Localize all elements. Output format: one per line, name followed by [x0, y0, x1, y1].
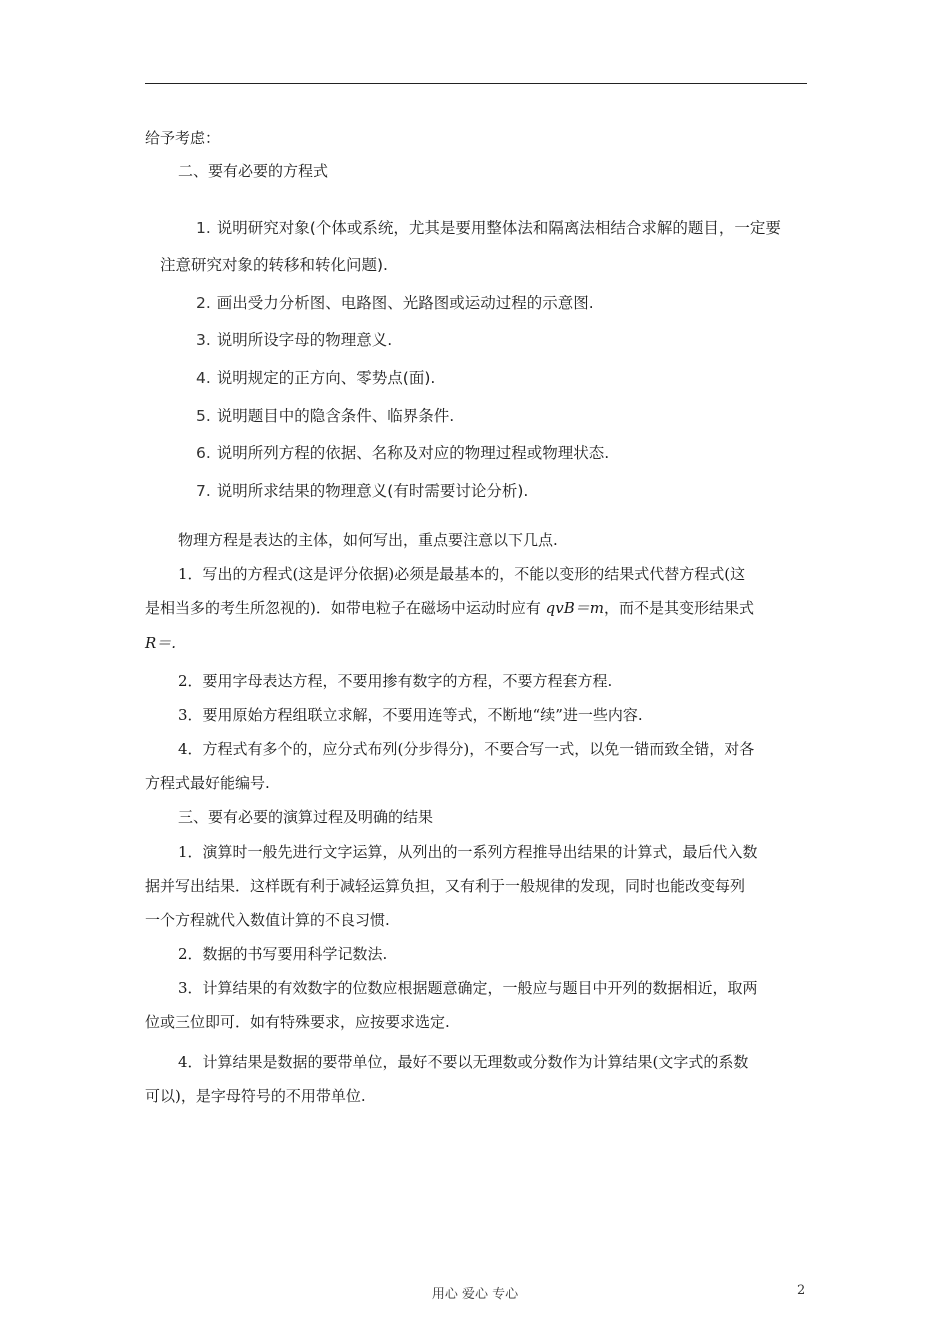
p1-text-a: 是相当多的考生所忽视的)．如带电粒子在磁场中运动时应有 — [145, 599, 546, 617]
list-text: 说明研究对象(个体或系统，尤其是要用整体法和隔离法相结合求解的题目，一定要 — [216, 219, 781, 237]
list-item-7 — [196, 480, 528, 502]
list-text: 说明所设字母的物理意义. — [216, 331, 393, 349]
list-num: 1. — [196, 219, 211, 237]
section3-p1-line1: 1．演算时一般先进行文字运算，从列出的一系列方程推导出结果的计算式，最后代入数 — [178, 843, 758, 861]
section3-p3-line2: 位或三位即可．如有特殊要求，应按要求选定. — [145, 1013, 450, 1031]
page-number: 2 — [797, 1283, 806, 1298]
page-footer: 用心 爱心 专心 — [431, 1287, 519, 1302]
section3-heading: 三、要有必要的演算过程及明确的结果 — [178, 808, 434, 826]
list-num: 2. — [196, 294, 211, 312]
list-item-6 — [196, 442, 609, 464]
header-rule — [145, 83, 807, 84]
section3-p2: 2．数据的书写要用科学记数法. — [178, 945, 388, 963]
list-text: 说明所求结果的物理意义(有时需要讨论分析). — [216, 482, 529, 500]
list-item-2 — [196, 292, 594, 314]
section3-p1-line3: 一个方程就代入数值计算的不良习惯. — [145, 911, 390, 929]
list-num: 7. — [196, 482, 211, 500]
list-item-4 — [196, 367, 435, 389]
section2-heading: 二、要有必要的方程式 — [178, 162, 329, 180]
list-num: 6. — [196, 444, 211, 462]
list-num: 4. — [196, 369, 211, 387]
list-num: 3. — [196, 331, 211, 349]
section2-p1-line2 — [145, 598, 754, 618]
section2-intro: 物理方程是表达的主体，如何写出，重点要注意以下几点. — [178, 531, 558, 549]
list-item-1-continued: 注意研究对象的转移和转化问题). — [160, 256, 388, 274]
list-num: 5. — [196, 407, 211, 425]
section2-p4-line2: 方程式最好能编号. — [145, 774, 270, 792]
section2-p1-line1: 1．写出的方程式(这是评分依据)必须是最基本的，不能以变形的结果式代替方程式(这 — [178, 565, 746, 583]
section3-p3-line1: 3．计算结果的有效数字的位数应根据题意确定，一般应与题目中开列的数据相近，取两 — [178, 979, 758, 997]
formula-r: R＝. — [145, 634, 177, 652]
list-text: 画出受力分析图、电路图、光路图或运动过程的示意图. — [216, 294, 594, 312]
section2-p3: 3．要用原始方程组联立求解，不要用连等式，不断地“续”进一些内容. — [178, 706, 643, 724]
list-item-1 — [196, 217, 781, 239]
list-text: 说明题目中的隐含条件、临界条件. — [216, 407, 455, 425]
intro-line: 给予考虑： — [145, 129, 221, 147]
list-text: 说明规定的正方向、零势点(面). — [216, 369, 436, 387]
section2-p2: 2．要用字母表达方程，不要用掺有数字的方程，不要方程套方程. — [178, 672, 613, 690]
list-item-5 — [196, 405, 454, 427]
list-text: 说明所列方程的依据、名称及对应的物理过程或物理状态. — [216, 444, 610, 462]
formula-qvb: qvB＝m — [545, 599, 604, 617]
p1-text-b: ，而不是其变形结果式 — [603, 599, 754, 617]
section2-p1-line3 — [145, 633, 176, 653]
section3-p4-line1: 4．计算结果是数据的要带单位，最好不要以无理数或分数作为计算结果(文字式的系数 — [178, 1053, 749, 1071]
section3-p4-line2: 可以)，是字母符号的不用带单位. — [145, 1087, 366, 1105]
section2-p4-line1: 4．方程式有多个的，应分式布列(分步得分)，不要合写一式，以免一错而致全错，对各 — [178, 740, 755, 758]
section3-p1-line2: 据并写出结果．这样既有利于减轻运算负担，又有利于一般规律的发现，同时也能改变每列 — [145, 877, 746, 895]
list-item-3 — [196, 329, 392, 351]
